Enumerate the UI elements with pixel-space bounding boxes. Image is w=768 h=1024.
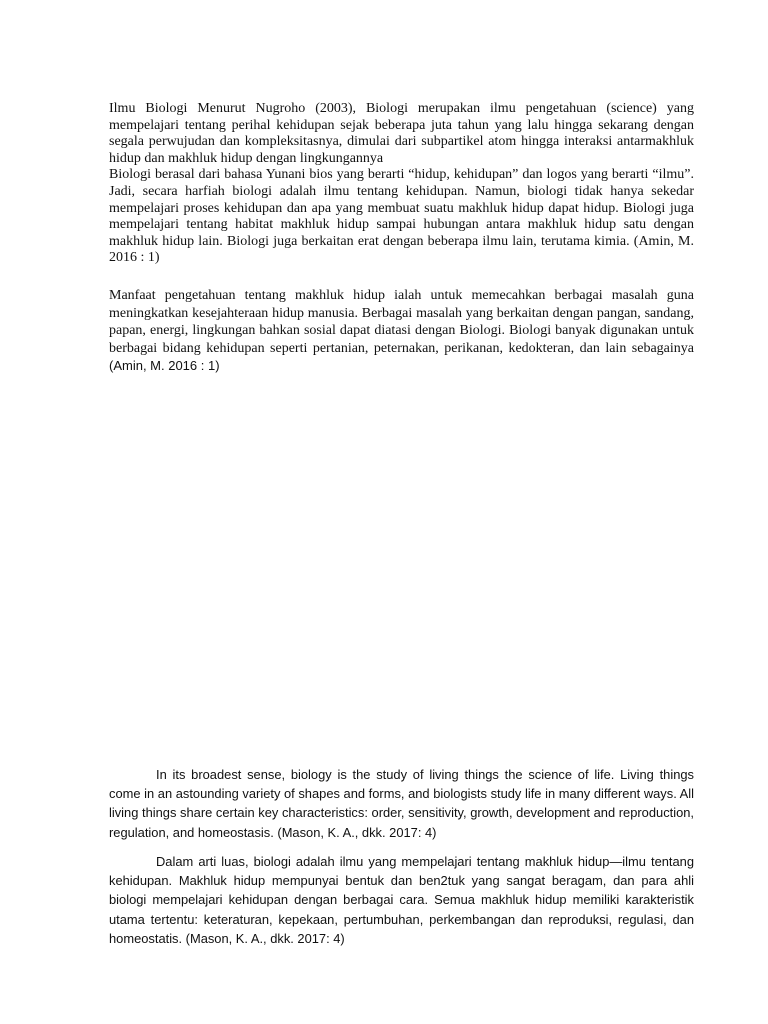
paragraph-benefits-body bbox=[109, 287, 694, 376]
paragraph-nugroho-text: Ilmu Biologi Menurut Nugroho (2003), Biologi merupakan ilmu pengetahuan (science) yang mempelajari tentang perihal kehidupan sejak beberapa juta tahun yang lalu hingga sekarang dengan segala perwujudan dan kompleksitasnya, dimulai dari subpartikel atom hingga interaksi antarmakhluk hidup dan makhluk hidup dengan lingkungannya bbox=[109, 101, 694, 166]
paragraph-bios-logos-text: Biologi berasal dari bahasa Yunani bios yang berarti “hidup, kehidupan” dan logos yang berarti “ilmu”. Jadi, secara harfiah biologi adalah ilmu tentang kehidupan. Namun, biologi tidak hanya sekedar mempelajari proses kehidupan dan apa yang membuat suatu makhluk hidup dapat hidup. Biologi juga mempelajari tentang habitat makhluk hidup sampai hubungan antara makhluk hidup satu dengan makhluk hidup lain. Biologi juga berkaitan erat dengan beberapa ilmu lain, terutama kimia. (Amin, M. 2016 : 1) bbox=[109, 167, 694, 266]
paragraph-translation bbox=[109, 852, 694, 948]
paragraph-benefits-text: Manfaat pengetahuan tentang makhluk hidup ialah untuk memecahkan berbagai masalah guna meningkatkan kesejahteraan hidup manusia. Berbagai masalah yang berkaitan dengan pangan, sandang, papan, energi, lingkungan bahkan sosial dapat diatasi dengan Biologi. Biologi banyak digunakan untuk berbagai bidang kehidupan seperti pertanian, peternakan, perikanan, kedokteran, dan lain sebagainya bbox=[109, 288, 694, 356]
paragraph-translation-text: Dalam arti luas, biologi adalah ilmu yang mempelajari tentang makhluk hidup—ilmu tentang kehidupan. Makhluk hidup mempunyai bentuk dan ben2tuk yang sangat beragam, dan para ahli biologi mempelajari kehidupan dengan berbagai cara. Semua makhluk hidup memiliki karakteristik utama tertentu: keteraturan, kepekaan, pertumbuhan, perkembangan dan reproduksi, regulasi, dan homeostatis. (Mason, K. A., dkk. 2017: 4) bbox=[109, 854, 694, 946]
paragraph-english-text: In its broadest sense, biology is the study of living things the science of life. Living things come in an astounding variety of shapes and forms, and biologists study life in many different ways. All living things share certain key characteristics: order, sensitivity, growth, development and reproduction, regulation, and homeostasis. (Mason, K. A., dkk. 2017: 4) bbox=[109, 767, 694, 840]
paragraph-benefits bbox=[109, 287, 694, 376]
paragraph-biology-definition bbox=[109, 101, 694, 267]
paragraph-english-definition bbox=[109, 765, 694, 842]
paragraph-benefits-citation: (Amin, M. 2016 : 1) bbox=[109, 358, 220, 374]
